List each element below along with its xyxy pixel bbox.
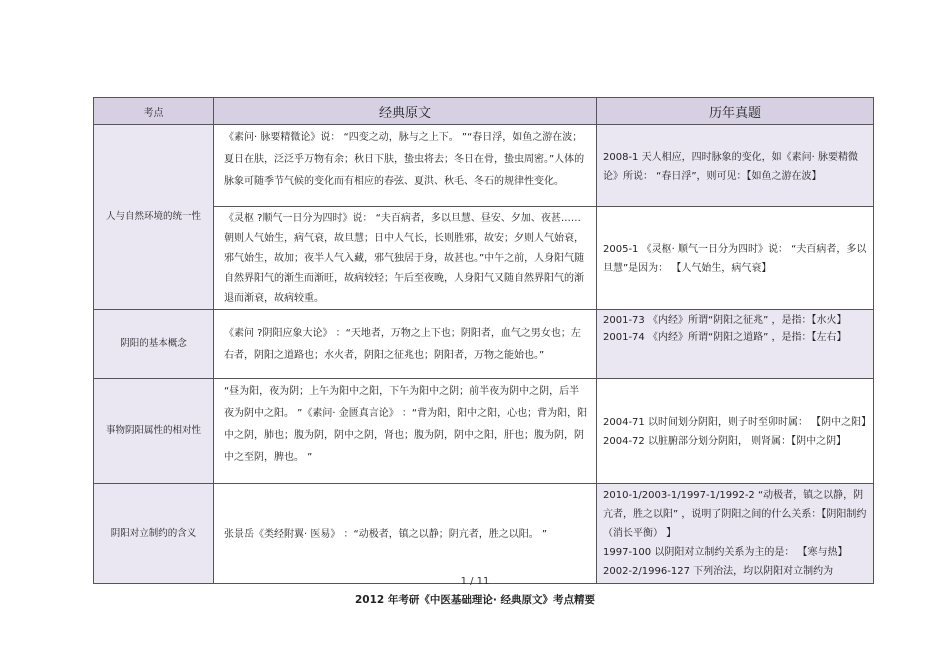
- row-source: [214, 125, 597, 207]
- row-point: [94, 484, 214, 584]
- header-point: 考点: [94, 98, 214, 125]
- point-label: 阴阳对立制约的含义: [110, 527, 197, 539]
- exam-text: 2005-1 《灵枢· 顺气一日分为四时》说： “夫百病者，多以旦慧”是因为： 【人气始生，病气衰】: [603, 244, 867, 274]
- exam-text: 2004-71 以时间划分阴阳，则子时至卯时属： 【阴中之阳】: [603, 417, 872, 428]
- row-exam: [597, 379, 874, 484]
- row-source: [214, 484, 597, 584]
- row-exam: [597, 484, 874, 584]
- source-text: 《灵枢 ?顺气一日分为四时》说： “夫百病者，多以旦慧、昼安、夕加、夜甚……朝则人气始生，病气衰，故旦慧；日中人气长，长则胜邪，故安；夕则人气始衰，邪气始生，故加；夜半人气入藏，邪气独居于身，故甚也。”中午之前，人身阳气随自然界阳气的渐生而渐旺，故病较轻；午后至夜晚，人身阳气又随自然界阳气的渐退而渐衰，故病较重。: [224, 213, 585, 304]
- point-label: 人与自然环境的统一性: [105, 211, 201, 222]
- content-table-wrapper: [93, 97, 873, 584]
- row-point: [94, 310, 214, 379]
- row-source: [214, 310, 597, 379]
- source-text: 《素问 ?阴阳应象大论》 ：“天地者，万物之上下也；阴阳者，血气之男女也；左右者，阴阳之道路也；水火者，阴阳之征兆也；阴阳者，万物之能始也。”: [224, 328, 581, 361]
- exam-text: 2001-73 《内经》所谓“阴阳之征兆” ，是指：【水火】: [603, 315, 847, 326]
- exam-text: 1997-100 以阴阳对立制约关系为主的是： 【寒与热】: [603, 547, 848, 558]
- row-exam: [597, 125, 874, 207]
- exam-text: 2010-1/2003-1/1997-1/1992-2 “动极者，镇之以静，阴亢者，胜之以阳” ，说明了阴阳之间的什么关系：【阴阳制约（消长平衡） 】: [603, 490, 867, 539]
- header-exam: 历年真题: [597, 98, 874, 125]
- exam-text: 2002-2/1996-127 下列治法，均以阴阳对立制约为: [603, 566, 834, 577]
- table-header-row: [94, 98, 874, 125]
- point-label: 事物阴阳属性的相对性: [105, 425, 201, 436]
- row-exam: [597, 310, 874, 379]
- source-text: “昼为阳，夜为阴；上午为阳中之阳，下午为阳中之阴；前半夜为阴中之阴，后半夜为阴中之阳。 ”《素问· 金匮真言论》 ：“背为阳，阳中之阳，心也；背为阳，阳中之阴，肺也；腹为阴，阴中之阴，肾也；腹为阴，阴中之阳，肝也；腹为阴，阴中之至阴，脾也。 ”: [224, 386, 588, 463]
- row-point: [94, 125, 214, 310]
- exam-text: 2008-1 天人相应，四时脉象的变化，如《素问· 脉要精微论》所说： “春日浮”，则可见：【如鱼之游在波】: [603, 151, 858, 182]
- row-source: [214, 379, 597, 484]
- table-row: [94, 484, 874, 584]
- row-source: [214, 207, 597, 310]
- header-source: 经典原文: [214, 98, 597, 125]
- exam-text: 2001-74 《内经》所谓“阴阳之道路” ，是指：【左右】: [603, 332, 847, 343]
- table-row: [94, 379, 874, 484]
- row-exam: [597, 207, 874, 310]
- exam-text: 2004-72 以脏腑部分划分阴阳， 则肾属：【阴中之阴】: [603, 436, 847, 447]
- row-point: [94, 379, 214, 484]
- source-text: 《素问· 脉要精微论》说： “四变之动，脉与之上下。 ”“春日浮，如鱼之游在波；夏日在肤，泛泛乎万物有余；秋日下肤，蛰虫将去；冬日在骨，蛰虫周密。”人体的脉象可随季节气候的变化而有相应的春弦、夏洪、秋毛、冬石的规律性变化。: [224, 132, 585, 187]
- document-title: 2012 年考研《中医基础理论· 经典原文》考点精要: [354, 594, 596, 606]
- table-row: [94, 125, 874, 207]
- knowledge-table: [93, 97, 874, 584]
- point-label: 阴阳的基本概念: [120, 338, 187, 349]
- source-text: 张景岳《类经附翼· 医易》 ：“动极者，镇之以静；阴亢者，胜之以阳。 ”: [224, 528, 548, 540]
- page-number: 1 / 11: [460, 576, 490, 587]
- table-row: [94, 310, 874, 379]
